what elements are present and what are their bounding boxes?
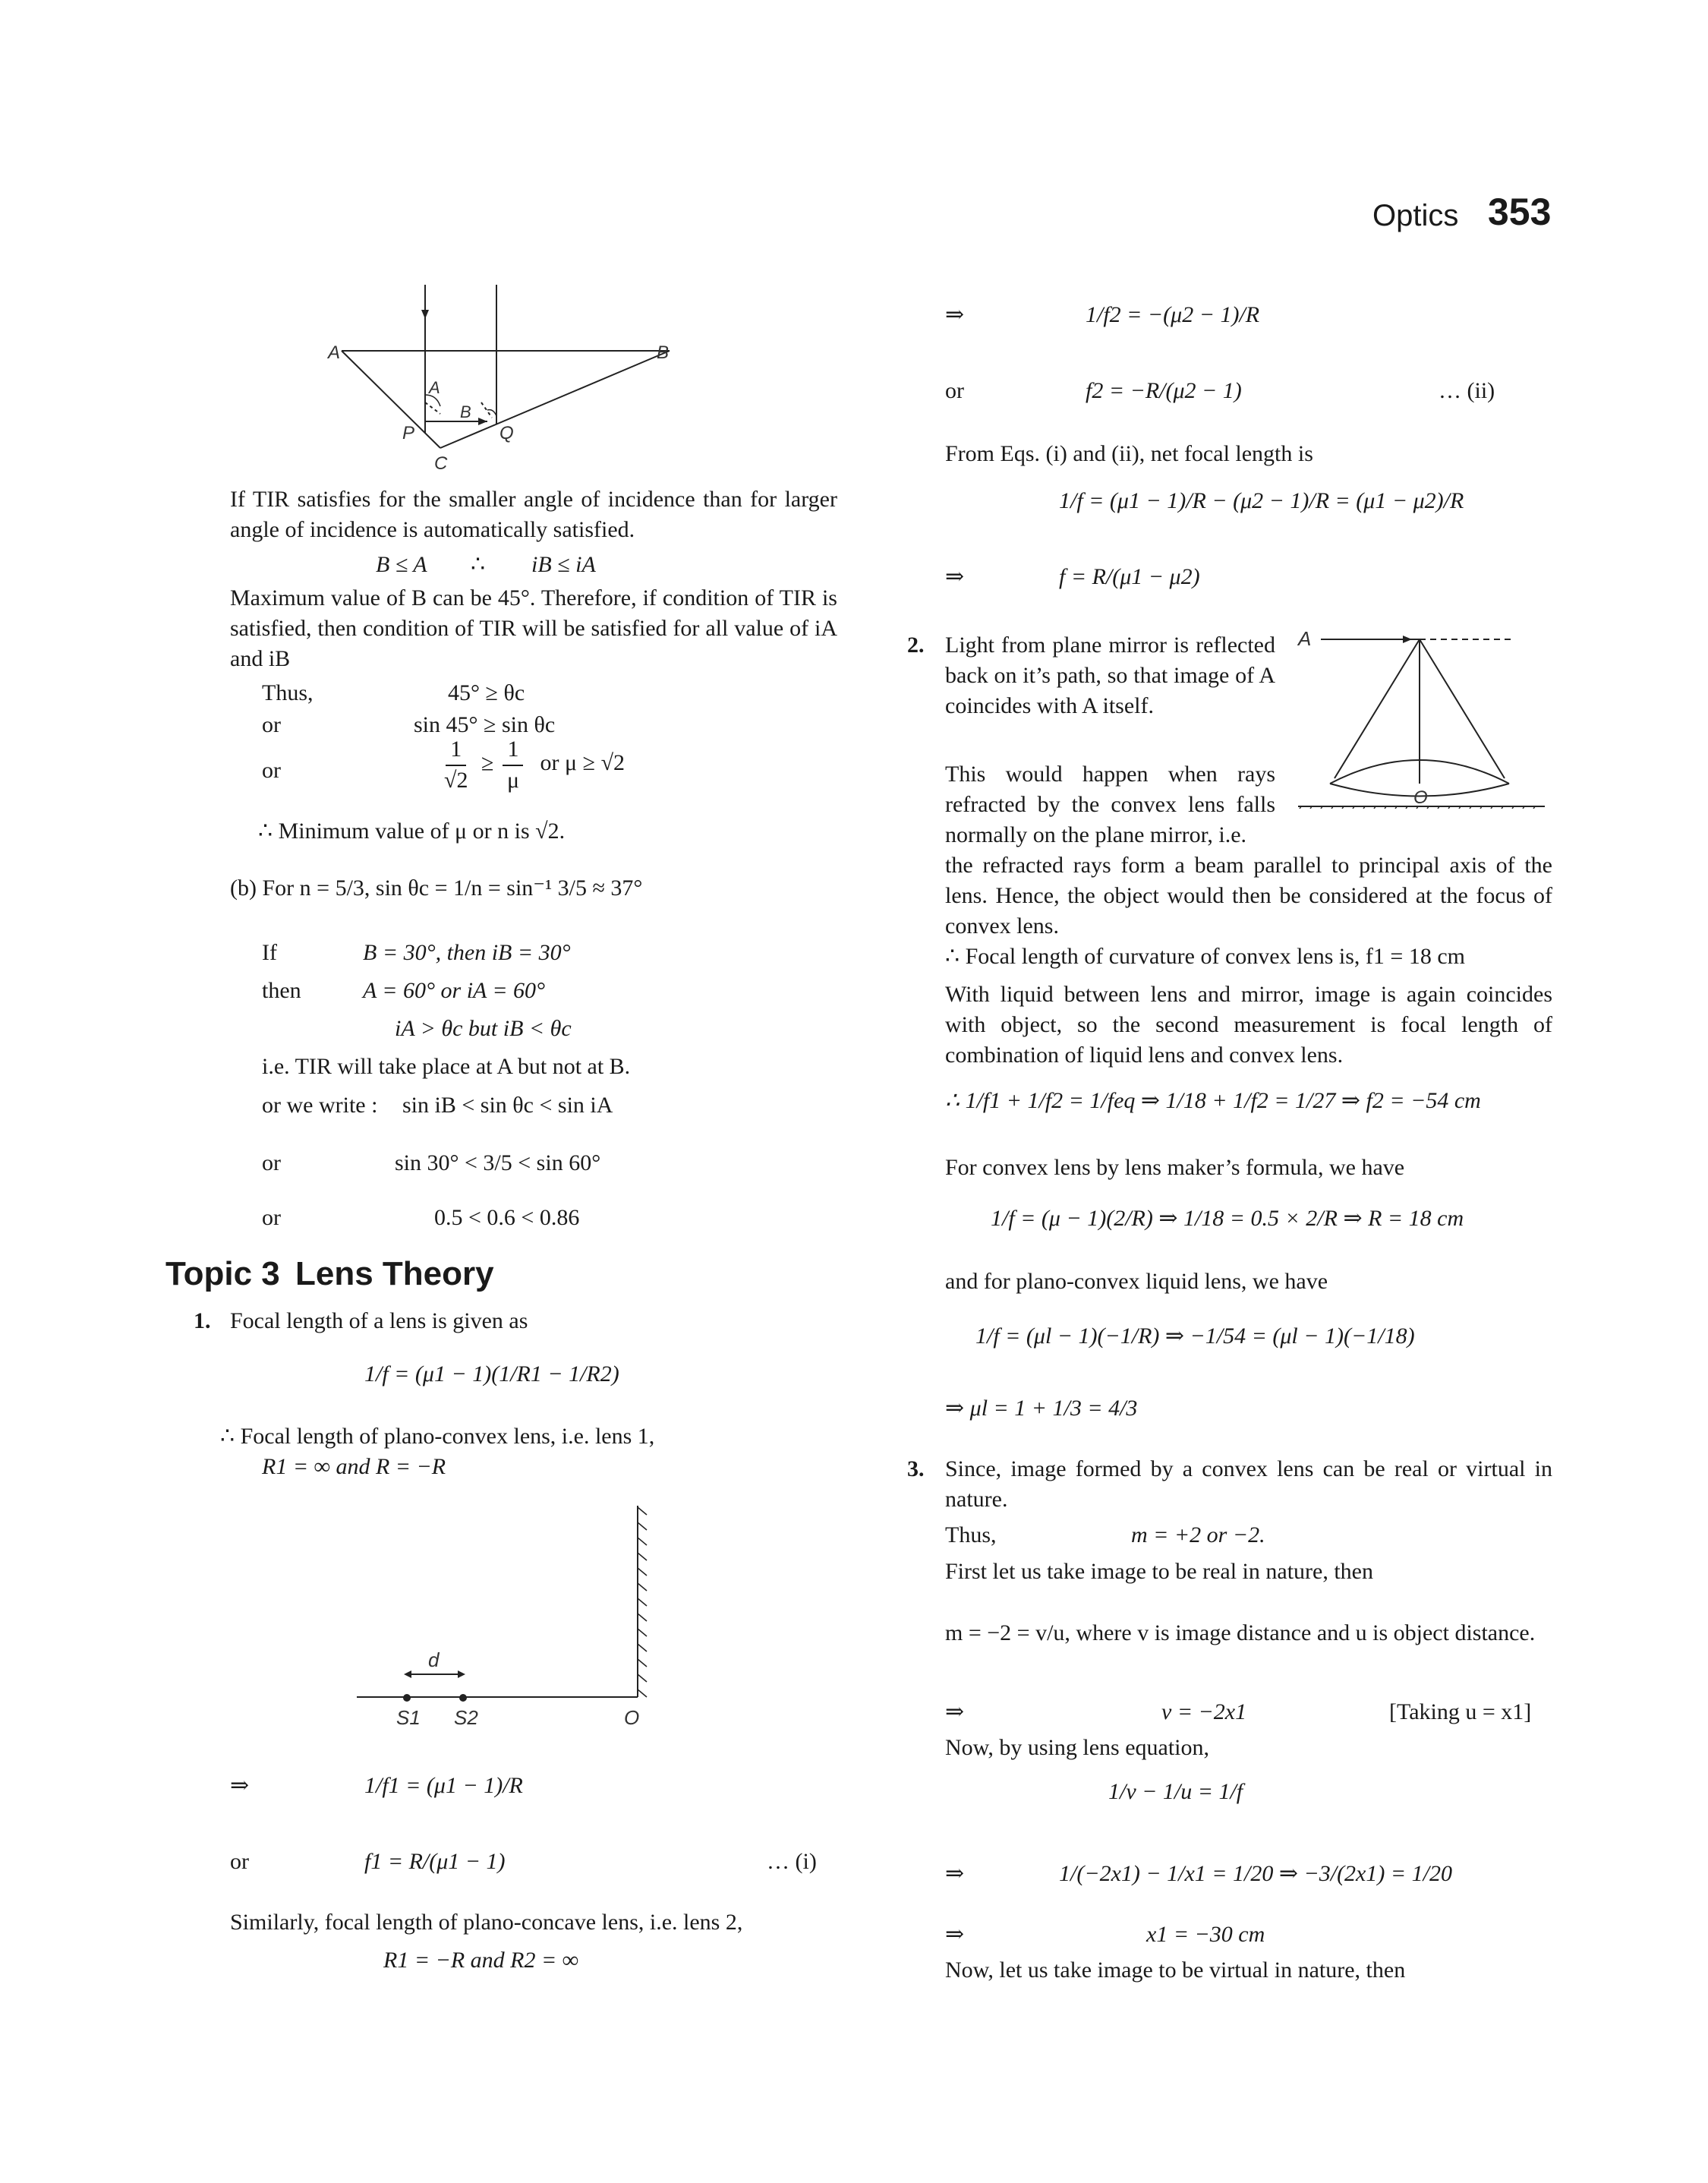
q1-implies: ⇒ [230, 1773, 250, 1798]
or-we-write: or we write : [262, 1093, 378, 1118]
from-eqs-line: From Eqs. (i) and (ii), net focal length is [945, 441, 1313, 466]
eq-thus: 45° ≥ θc [448, 680, 525, 705]
q1-text: Focal length of a lens is given as [230, 1308, 528, 1333]
q2-text2: This would happen when rays refracted by the convex lens falls normally on the plane mirror, i.e. [945, 762, 1275, 847]
topic-label: Topic 3 [165, 1255, 280, 1292]
q1-eq-lens: 1/f = (μ1 − 1)(1/R1 − 1/R2) [364, 1361, 619, 1386]
prism-label-angle-b: B [460, 402, 471, 421]
eq-f2b: f2 = −R/(μ2 − 1) [1086, 378, 1242, 403]
topic-heading [165, 1253, 494, 1295]
thus-label: Thus, [262, 680, 314, 705]
q3-taking: [Taking u = x1] [1389, 1699, 1532, 1724]
q3-eq-v: v = −2x1 [1161, 1699, 1247, 1724]
q1-or: or [230, 1849, 249, 1874]
eq-ia-thetac: iA > θc but iB < θc [395, 1016, 572, 1041]
q2-eq-plano: 1/f = (μl − 1)(−1/R) ⇒ −1/54 = (μl − 1)(−1/18) [975, 1323, 1415, 1349]
page-number: 353 [1488, 191, 1552, 233]
q3-text: Since, image formed by a convex lens can be real or virtual in nature. [945, 1456, 1552, 1512]
q1-similarly: Similarly, focal length of plano-concave lens, i.e. lens 2, [230, 1910, 743, 1935]
if-label: If [262, 940, 277, 965]
prism-label-p: P [402, 423, 415, 443]
or-label-3: or [262, 1150, 281, 1175]
right-or-1: or [945, 378, 964, 403]
right-implies-1: ⇒ [945, 302, 965, 327]
q3-m-line: m = −2 = v/u, where v is image distance and u is object distance. [945, 1620, 1536, 1645]
tag-ii: … (ii) [1439, 378, 1495, 403]
mirror-label-s1: S1 [396, 1706, 421, 1729]
eq-numeric: 0.5 < 0.6 < 0.86 [434, 1205, 580, 1230]
q2-eq-lm: 1/f = (μ − 1)(2/R) ⇒ 1/18 = 0.5 × 2/R ⇒ R = 18 cm [991, 1206, 1464, 1231]
ie-line: i.e. TIR will take place at A but not at B. [262, 1054, 631, 1079]
q1-number: 1. [194, 1308, 211, 1333]
prism-label-q: Q [499, 423, 514, 443]
q1-tag-i: … (i) [767, 1849, 817, 1874]
q2-liquid: With liquid between lens and mirror, image is again coincides with object, so the second measurement is focal length of combination of liquid lens and convex lens. [945, 982, 1552, 1068]
q1-eq-f1b: f1 = R/(μ1 − 1) [364, 1849, 506, 1874]
eq-sin30: sin 30° < 3/5 < sin 60° [395, 1150, 601, 1175]
eq-write: sin iB < sin θc < sin iA [402, 1093, 613, 1118]
eq-sin45: sin 45° ≥ sin θc [414, 712, 556, 737]
topic-title: Lens Theory [295, 1255, 494, 1292]
max-value-paragraph: Maximum value of B can be 45°. Therefore, if condition of TIR is satisfied, then condition of TIR will be satisfied for all value of iA and iB [230, 585, 837, 671]
eq-inv-root2: $\frac{1}{√2}$ ≥ $\frac{1}{\mu}$ or μ ≥ √2 [444, 737, 626, 793]
running-header-section: Optics [1372, 199, 1459, 232]
or-label-1: or [262, 712, 281, 737]
q3-eq-lens: 1/v − 1/u = 1/f [1108, 1779, 1243, 1804]
eq-f2a: 1/f2 = −(μ2 − 1)/R [1086, 302, 1260, 327]
mirror-source-figure [349, 1500, 653, 1735]
q3-number: 3. [907, 1456, 925, 1481]
q2-plano: and for plano-convex liquid lens, we have [945, 1269, 1328, 1294]
q2-lensmaker: For convex lens by lens maker’s formula, we have [945, 1155, 1405, 1180]
q2-number: 2. [907, 633, 925, 658]
eq-then: A = 60° or iA = 60° [363, 978, 546, 1003]
q3-virtual: Now, let us take image to be virtual in nature, then [945, 1957, 1406, 1983]
min-value-line: ∴ Minimum value of μ or n is √2. [258, 819, 566, 844]
mirror-label-o: O [624, 1706, 640, 1729]
lens-label-o: O [1413, 787, 1428, 808]
q3-eq-x1: x1 = −30 cm [1146, 1922, 1265, 1947]
or-label-4: or [262, 1205, 281, 1230]
q2-text1: Light from plane mirror is reflected back on it’s path, so that image of A coincides with A itself. [945, 633, 1275, 718]
q3-implies-1: ⇒ [945, 1699, 965, 1724]
prism-label-b: B [657, 342, 670, 363]
eq-if: B = 30°, then iB = 30° [363, 940, 571, 965]
therefore-symbol: ∴ [471, 552, 486, 577]
then-label: then [262, 978, 301, 1003]
right-implies-2: ⇒ [945, 564, 965, 589]
q2-eq-mu: ⇒ μl = 1 + 1/3 = 4/3 [945, 1396, 1138, 1421]
prism-tir-figure [319, 281, 698, 478]
q1-r-line: R1 = ∞ and R = −R [262, 1454, 446, 1479]
q3-first: First let us take image to be real in nature, then [945, 1559, 1373, 1584]
lens-mirror-figure [1290, 623, 1552, 809]
eq-b-le-a: B ≤ A [376, 552, 427, 577]
q3-implies-2: ⇒ [945, 1861, 965, 1886]
prism-label-c: C [434, 453, 448, 474]
prism-label-angle-a: A [429, 378, 440, 397]
q3-thus: Thus, [945, 1522, 997, 1547]
q2-eq-comb: ∴ 1/f1 + 1/f2 = 1/feq ⇒ 1/18 + 1/f2 = 1/27 ⇒ f2 = −54 cm [945, 1088, 1481, 1113]
lens-label-a: A [1298, 627, 1312, 650]
or-label-2: or [262, 758, 281, 783]
prism-label-a: A [328, 342, 341, 363]
q2-focal: ∴ Focal length of curvature of convex lens is, f1 = 18 cm [945, 944, 1465, 969]
q1-plano-convex: ∴ Focal length of plano-convex lens, i.e. lens 1, [220, 1424, 655, 1449]
q1-eq-f1a: 1/f1 = (μ1 − 1)/R [364, 1773, 523, 1798]
q3-eq-m: m = +2 or −2. [1131, 1522, 1265, 1547]
q2-text3: the refracted rays form a beam parallel to principal axis of the lens. Hence, the object would then be considered at the focus of convex lens. [945, 853, 1552, 939]
tir-paragraph: If TIR satisfies for the smaller angle of incidence than for larger angle of incidence is automatically satisfied. [230, 487, 837, 542]
mirror-label-s2: S2 [454, 1706, 478, 1729]
eq-or-mu-root2: or μ ≥ √2 [540, 750, 626, 776]
part-b-line: (b) For n = 5/3, sin θc = 1/n = sin⁻¹ 3/5 ≈ 37° [230, 875, 643, 901]
eq-net-focal: 1/f = (μ1 − 1)/R − (μ2 − 1)/R = (μ1 − μ2)/R [1059, 488, 1464, 513]
q1-r2-line: R1 = −R and R2 = ∞ [383, 1948, 579, 1973]
q3-implies-3: ⇒ [945, 1922, 965, 1947]
q3-now: Now, by using lens equation, [945, 1735, 1210, 1760]
eq-ib-le-ia: iB ≤ iA [531, 552, 596, 577]
mirror-label-d: d [428, 1648, 440, 1671]
q3-eq-sub: 1/(−2x1) − 1/x1 = 1/20 ⇒ −3/(2x1) = 1/20 [1059, 1861, 1452, 1886]
eq-f: f = R/(μ1 − μ2) [1059, 564, 1200, 589]
